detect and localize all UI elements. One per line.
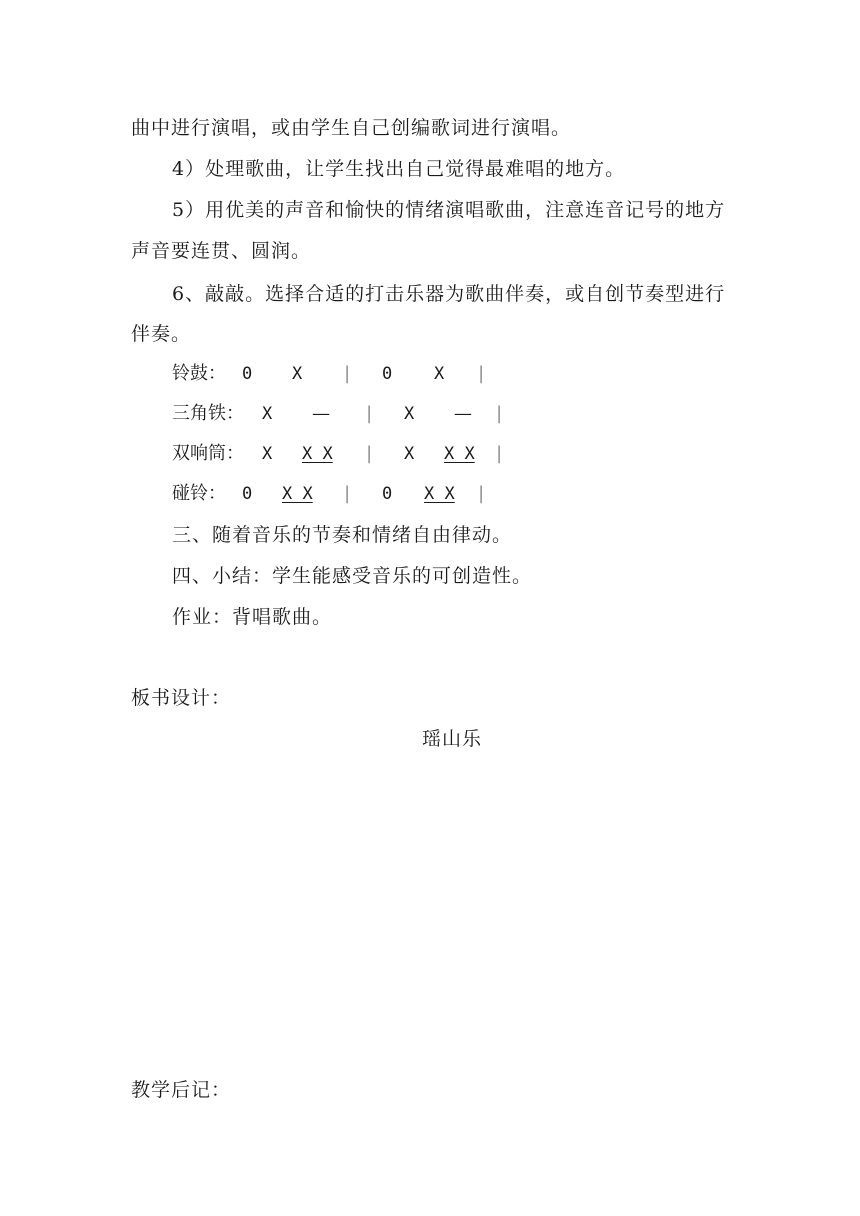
rhythm-beat-underlined: X X	[444, 444, 475, 464]
rhythm-beat: 0	[382, 364, 393, 384]
instrument-label: 铃鼓：	[172, 363, 226, 384]
paragraph-line: 6、敲敲。选择合适的打击乐器为歌曲伴奏，或自创节奏型进行	[172, 283, 726, 305]
rhythm-beat-underlined: X X	[424, 484, 455, 504]
homework-line: 作业：背唱歌曲。	[172, 606, 333, 628]
rhythm-beat: 0	[242, 364, 253, 384]
rhythm-beat: X	[262, 404, 273, 424]
bar-line: |	[478, 483, 485, 504]
rhythm-beat-underlined: X X	[282, 484, 313, 504]
bar-line: |	[366, 403, 373, 424]
rhythm-beat: —	[312, 403, 330, 424]
rhythm-beat: —	[454, 403, 472, 424]
rhythm-beat: X	[434, 364, 445, 384]
section-heading: 三、随着音乐的节奏和情绪自由律动。	[172, 524, 513, 546]
rhythm-beat-underlined: X X	[302, 444, 333, 464]
board-title: 瑶山乐	[422, 728, 483, 750]
bar-line: |	[496, 403, 503, 424]
instrument-label: 双响筒：	[172, 443, 244, 464]
reflection-label: 教学后记：	[131, 1079, 232, 1101]
rhythm-beat: 0	[382, 484, 393, 504]
paragraph-line: 声音要连贯、圆润。	[131, 240, 312, 262]
paragraph-line: 伴奏。	[131, 323, 192, 345]
instrument-label: 三角铁：	[172, 403, 244, 424]
rhythm-beat: X	[404, 404, 415, 424]
bar-line: |	[496, 443, 503, 464]
bar-line: |	[344, 483, 351, 504]
rhythm-beat: X	[404, 444, 415, 464]
rhythm-beat: X	[262, 444, 273, 464]
rhythm-beat: 0	[242, 484, 253, 504]
paragraph-line: 4）处理歌曲，让学生找出自己觉得最难唱的地方。	[172, 158, 626, 180]
paragraph-line: 曲中进行演唱，或由学生自己创编歌词进行演唱。	[131, 117, 572, 139]
section-heading: 四、小结：学生能感受音乐的可创造性。	[172, 565, 533, 587]
bar-line: |	[366, 443, 373, 464]
paragraph-line: 5）用优美的声音和愉快的情绪演唱歌曲，注意连音记号的地方	[172, 199, 726, 221]
bar-line: |	[344, 363, 351, 384]
bar-line: |	[478, 363, 485, 384]
rhythm-beat: X	[292, 364, 303, 384]
instrument-label: 碰铃：	[172, 483, 226, 504]
board-design-label: 板书设计：	[131, 687, 232, 709]
